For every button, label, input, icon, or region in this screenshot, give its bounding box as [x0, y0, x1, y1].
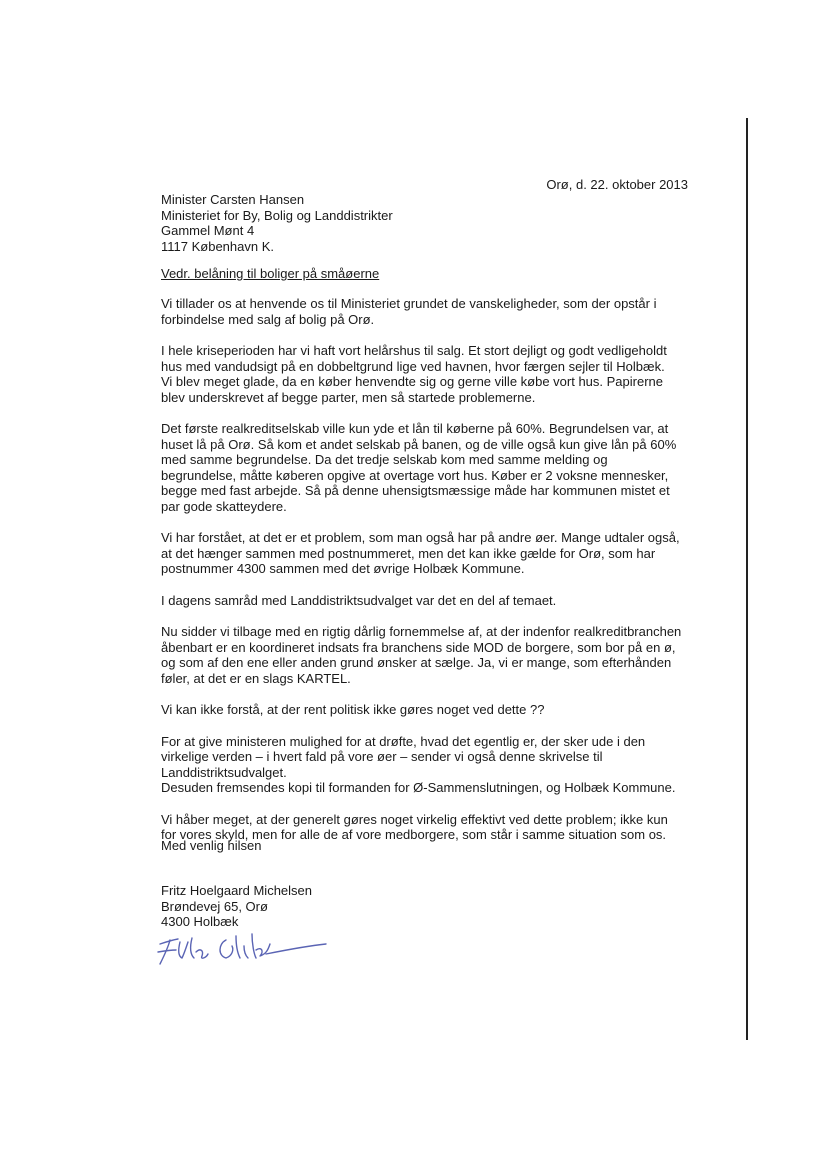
paragraph-line: virkelige verden – i hvert fald på vore øer – sender vi også denne skrivelse til: [161, 749, 603, 764]
paragraph-line: Desuden fremsendes kopi til formanden for Ø-Sammenslutningen, og Holbæk Kommune.: [161, 780, 676, 795]
handwritten-signature: [156, 924, 336, 970]
recipient-ministry: Ministeriet for By, Bolig og Landdistrikter: [161, 207, 393, 223]
sender-block: [161, 883, 312, 930]
paragraph-line: føler, at det er en slags KARTEL.: [161, 670, 351, 686]
body-paragraph: [161, 530, 721, 577]
paragraph-line: hus med vandudsigt på en dobbeltgrund lige ved havnen, hvor færgen sejler til Holbæk.: [161, 358, 665, 374]
body-paragraph: [161, 343, 721, 405]
paragraph-line: For at give ministeren mulighed for at drøfte, hvad det egentlig er, der sker ude i den: [161, 733, 646, 749]
paragraph-line: Nu sidder vi tilbage med en rigtig dårlig fornemmelse af, at der indenfor realkreditbranchen: [161, 624, 682, 639]
scan-edge-line: [746, 118, 748, 1040]
recipient-street: Gammel Mønt 4: [161, 223, 255, 238]
paragraph-line: Landdistriktsudvalget.: [161, 764, 287, 780]
body-paragraph: [161, 734, 721, 796]
paragraph-line: forbindelse med salg af bolig på Orø.: [161, 311, 375, 327]
body-paragraph: [161, 702, 721, 718]
letter-subject: Vedr. belåning til boliger på småøerne: [161, 266, 380, 281]
paragraph-line: par gode skatteydere.: [161, 498, 287, 514]
paragraph-line: Vi tillader os at henvende os til Ministeriet grundet de vanskeligheder, som der opstår i: [161, 296, 657, 311]
recipient-city: 1117 København K.: [161, 238, 274, 254]
paragraph-line: blev underskrevet af begge parter, men så startede problemerne.: [161, 389, 536, 405]
body-paragraph: [161, 593, 721, 609]
recipient-name: Minister Carsten Hansen: [161, 192, 305, 207]
body-paragraph: [161, 421, 721, 514]
paragraph-line: Vi håber meget, at der generelt gøres noget virkelig effektivt ved dette problem; ikke kun: [161, 811, 668, 827]
paragraph-line: begge med fast arbejde. Så på denne uhensigtsmæssige måde har kommunen mistet et: [161, 483, 670, 498]
letter-body: [161, 296, 721, 859]
sender-city: 4300 Holbæk: [161, 914, 239, 929]
letter-closing: Med venlig hilsen: [161, 838, 262, 853]
paragraph-line: I dagens samråd med Landdistriktsudvalget var det en del af temaet.: [161, 592, 557, 608]
paragraph-line: I hele kriseperioden har vi haft vort helårshus til salg. Et stort dejligt og godt vedligeholdt: [161, 343, 667, 358]
paragraph-line: postnummer 4300 sammen med det øvrige Holbæk Kommune.: [161, 561, 525, 576]
body-paragraph: [161, 624, 721, 686]
paragraph-line: Vi blev meget glade, da en køber henvendte sig og gerne ville købe vort hus. Papirerne: [161, 374, 664, 389]
paragraph-line: Vi kan ikke forstå, at der rent politisk ikke gøres noget ved dette ??: [161, 702, 545, 717]
paragraph-line: Det første realkreditselskab ville kun yde et lån til køberne på 60%. Begrundelsen var, at: [161, 421, 669, 436]
paragraph-line: med samme begrundelse. Da det tredje selskab kom med samme melding og: [161, 452, 608, 467]
paragraph-line: at det hænger sammen med postnummeret, men det kan ikke gælde for Orø, som har: [161, 545, 656, 561]
sender-street: Brøndevej 65, Orø: [161, 898, 268, 914]
paragraph-line: huset lå på Orø. Så kom et andet selskab på banen, og de ville også kun give lån på 60%: [161, 436, 677, 452]
sender-name: Fritz Hoelgaard Michelsen: [161, 883, 313, 898]
paragraph-line: åbenbart er en koordineret indsats fra branchens side MOD de borgere, som bor på en ø,: [161, 639, 676, 655]
paragraph-line: Vi har forstået, at det er et problem, som man også har på andre øer. Mange udtaler også,: [161, 530, 680, 545]
paragraph-line: begrundelse, måtte køberen opgive at overtage vort hus. Køber er 2 voksne mennesker,: [161, 467, 669, 483]
recipient-address: [161, 192, 393, 254]
letter-date: Orø, d. 22. oktober 2013: [546, 177, 688, 192]
body-paragraph: [161, 296, 721, 327]
paragraph-line: for vores skyld, men for alle de af vore medborgere, som står i samme situation som os.: [161, 827, 667, 842]
paragraph-line: og som af den ene eller anden grund ønsker at sælge. Ja, vi er mange, som efterhånden: [161, 655, 672, 670]
